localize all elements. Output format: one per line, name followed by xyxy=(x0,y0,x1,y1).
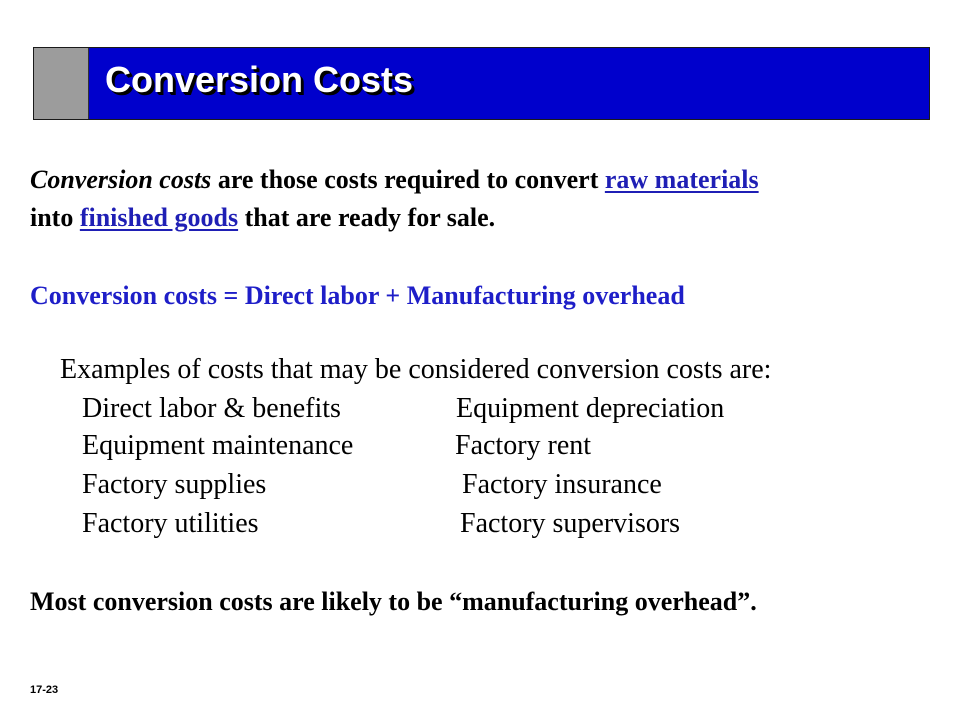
conclusion-text: Most conversion costs are likely to be “manufacturing overhead”. xyxy=(30,587,757,616)
definition-text-1: are those costs required to convert xyxy=(211,165,605,194)
title-bar xyxy=(33,47,930,120)
example-right-4: Factory supervisors xyxy=(460,508,681,539)
example-right-1: Equipment depreciation xyxy=(456,393,725,424)
definition-term: Conversion costs xyxy=(30,165,212,194)
finished-goods-link[interactable]: finished goods xyxy=(79,203,239,232)
example-right-3: Factory insurance xyxy=(462,469,662,500)
definition-text-2-prefix: into xyxy=(30,203,80,232)
raw-materials-link[interactable]: raw materials xyxy=(604,165,759,194)
example-left-2: Equipment maintenance xyxy=(82,430,354,461)
conversion-cost-formula: Conversion costs = Direct labor + Manufacturing overhead xyxy=(30,281,685,310)
definition-text-2-suffix: that are ready for sale. xyxy=(238,203,496,232)
definition-line-1 xyxy=(30,165,759,195)
example-left-4: Factory utilities xyxy=(82,508,259,539)
slide-title: Conversion Costs xyxy=(105,59,414,100)
title-accent-square xyxy=(34,48,89,119)
examples-intro: Examples of costs that may be considered conversion costs are: xyxy=(60,354,772,385)
slide-number: 17-23 xyxy=(30,684,59,696)
example-right-2: Factory rent xyxy=(455,430,592,461)
definition-line-2 xyxy=(30,203,495,233)
example-left-1: Direct labor & benefits xyxy=(82,393,341,424)
example-left-3: Factory supplies xyxy=(82,469,267,500)
title-fill xyxy=(89,48,929,119)
